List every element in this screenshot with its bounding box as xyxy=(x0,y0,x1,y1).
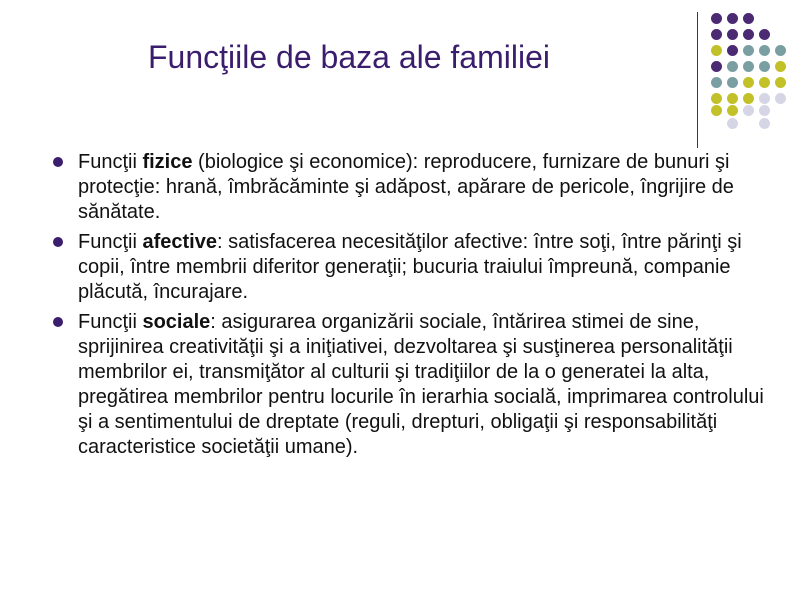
decorative-dot xyxy=(711,13,722,24)
decorative-dot xyxy=(727,13,738,24)
decorative-dot xyxy=(775,61,786,72)
decorative-dot-grid xyxy=(0,0,800,150)
bullet-term: fizice xyxy=(142,151,193,173)
bullet-icon xyxy=(53,237,63,247)
bullet-prefix: Funcţii xyxy=(78,151,143,173)
decorative-dot xyxy=(727,93,738,104)
decorative-dot xyxy=(775,45,786,56)
decorative-dot xyxy=(743,13,754,24)
decorative-dot xyxy=(727,77,738,88)
decorative-dot xyxy=(727,118,738,129)
bullet-term: sociale xyxy=(142,311,211,333)
decorative-dot xyxy=(711,45,722,56)
decorative-dot xyxy=(759,29,770,40)
decorative-dot xyxy=(727,61,738,72)
bullet-term: afective xyxy=(142,231,217,253)
bullet-text: : satisfacerea necesităţilor afective: între soţi, între părinţi şi copii, între membrii diferitor generaţii; bucuria traiului împreună, companie plăcută, încurajare. xyxy=(78,231,742,303)
decorative-dot xyxy=(743,105,754,116)
bullet-list xyxy=(50,150,770,465)
decorative-dot xyxy=(759,45,770,56)
decorative-dot xyxy=(711,93,722,104)
decorative-dot xyxy=(759,105,770,116)
bullet-item-affective xyxy=(50,230,770,305)
decorative-dot xyxy=(711,77,722,88)
bullet-text: (biologice şi economice): reproducere, furnizare de bunuri şi protecţie: hrană, îmbrăcăminte şi adăpost, apărare de pericole, îngrijire de sănătate. xyxy=(78,151,734,223)
decorative-dot xyxy=(711,105,722,116)
decorative-dot xyxy=(775,93,786,104)
bullet-prefix: Funcţii xyxy=(78,231,143,253)
bullet-icon xyxy=(53,317,63,327)
bullet-icon xyxy=(53,157,63,167)
slide-title: Funcţiile de baza ale familiei xyxy=(148,39,550,75)
bullet-prefix: Funcţii xyxy=(78,311,143,333)
bullet-item-physical xyxy=(50,150,770,225)
decorative-dot xyxy=(743,93,754,104)
decorative-dot xyxy=(759,118,770,129)
decorative-dot xyxy=(743,61,754,72)
decorative-dot xyxy=(775,77,786,88)
bullet-item-social xyxy=(50,310,770,460)
decorative-dot xyxy=(711,61,722,72)
decorative-dot xyxy=(743,45,754,56)
decorative-dot xyxy=(727,105,738,116)
decorative-dot xyxy=(727,29,738,40)
decorative-dot xyxy=(759,61,770,72)
decorative-dot xyxy=(743,29,754,40)
decorative-dot xyxy=(759,77,770,88)
bullet-text: : asigurarea organizării sociale, întărirea stimei de sine, sprijinirea creativităţii şi a iniţiativei, dezvoltarea şi susţinerea personalităţii membrilor ei, transmiţător al culturii şi tradiţiilor de la o generatei la alta, pregătirea membrilor pentru locurile în ierarhia socială, imprimarea controlului şi a sentimentului de dreptate (reguli, drepturi, obligaţii şi responsabilităţi caracteristice societăţii umane). xyxy=(78,311,764,458)
decorative-dot xyxy=(759,93,770,104)
decorative-dot xyxy=(743,77,754,88)
decorative-dot xyxy=(727,45,738,56)
decorative-dot xyxy=(711,29,722,40)
